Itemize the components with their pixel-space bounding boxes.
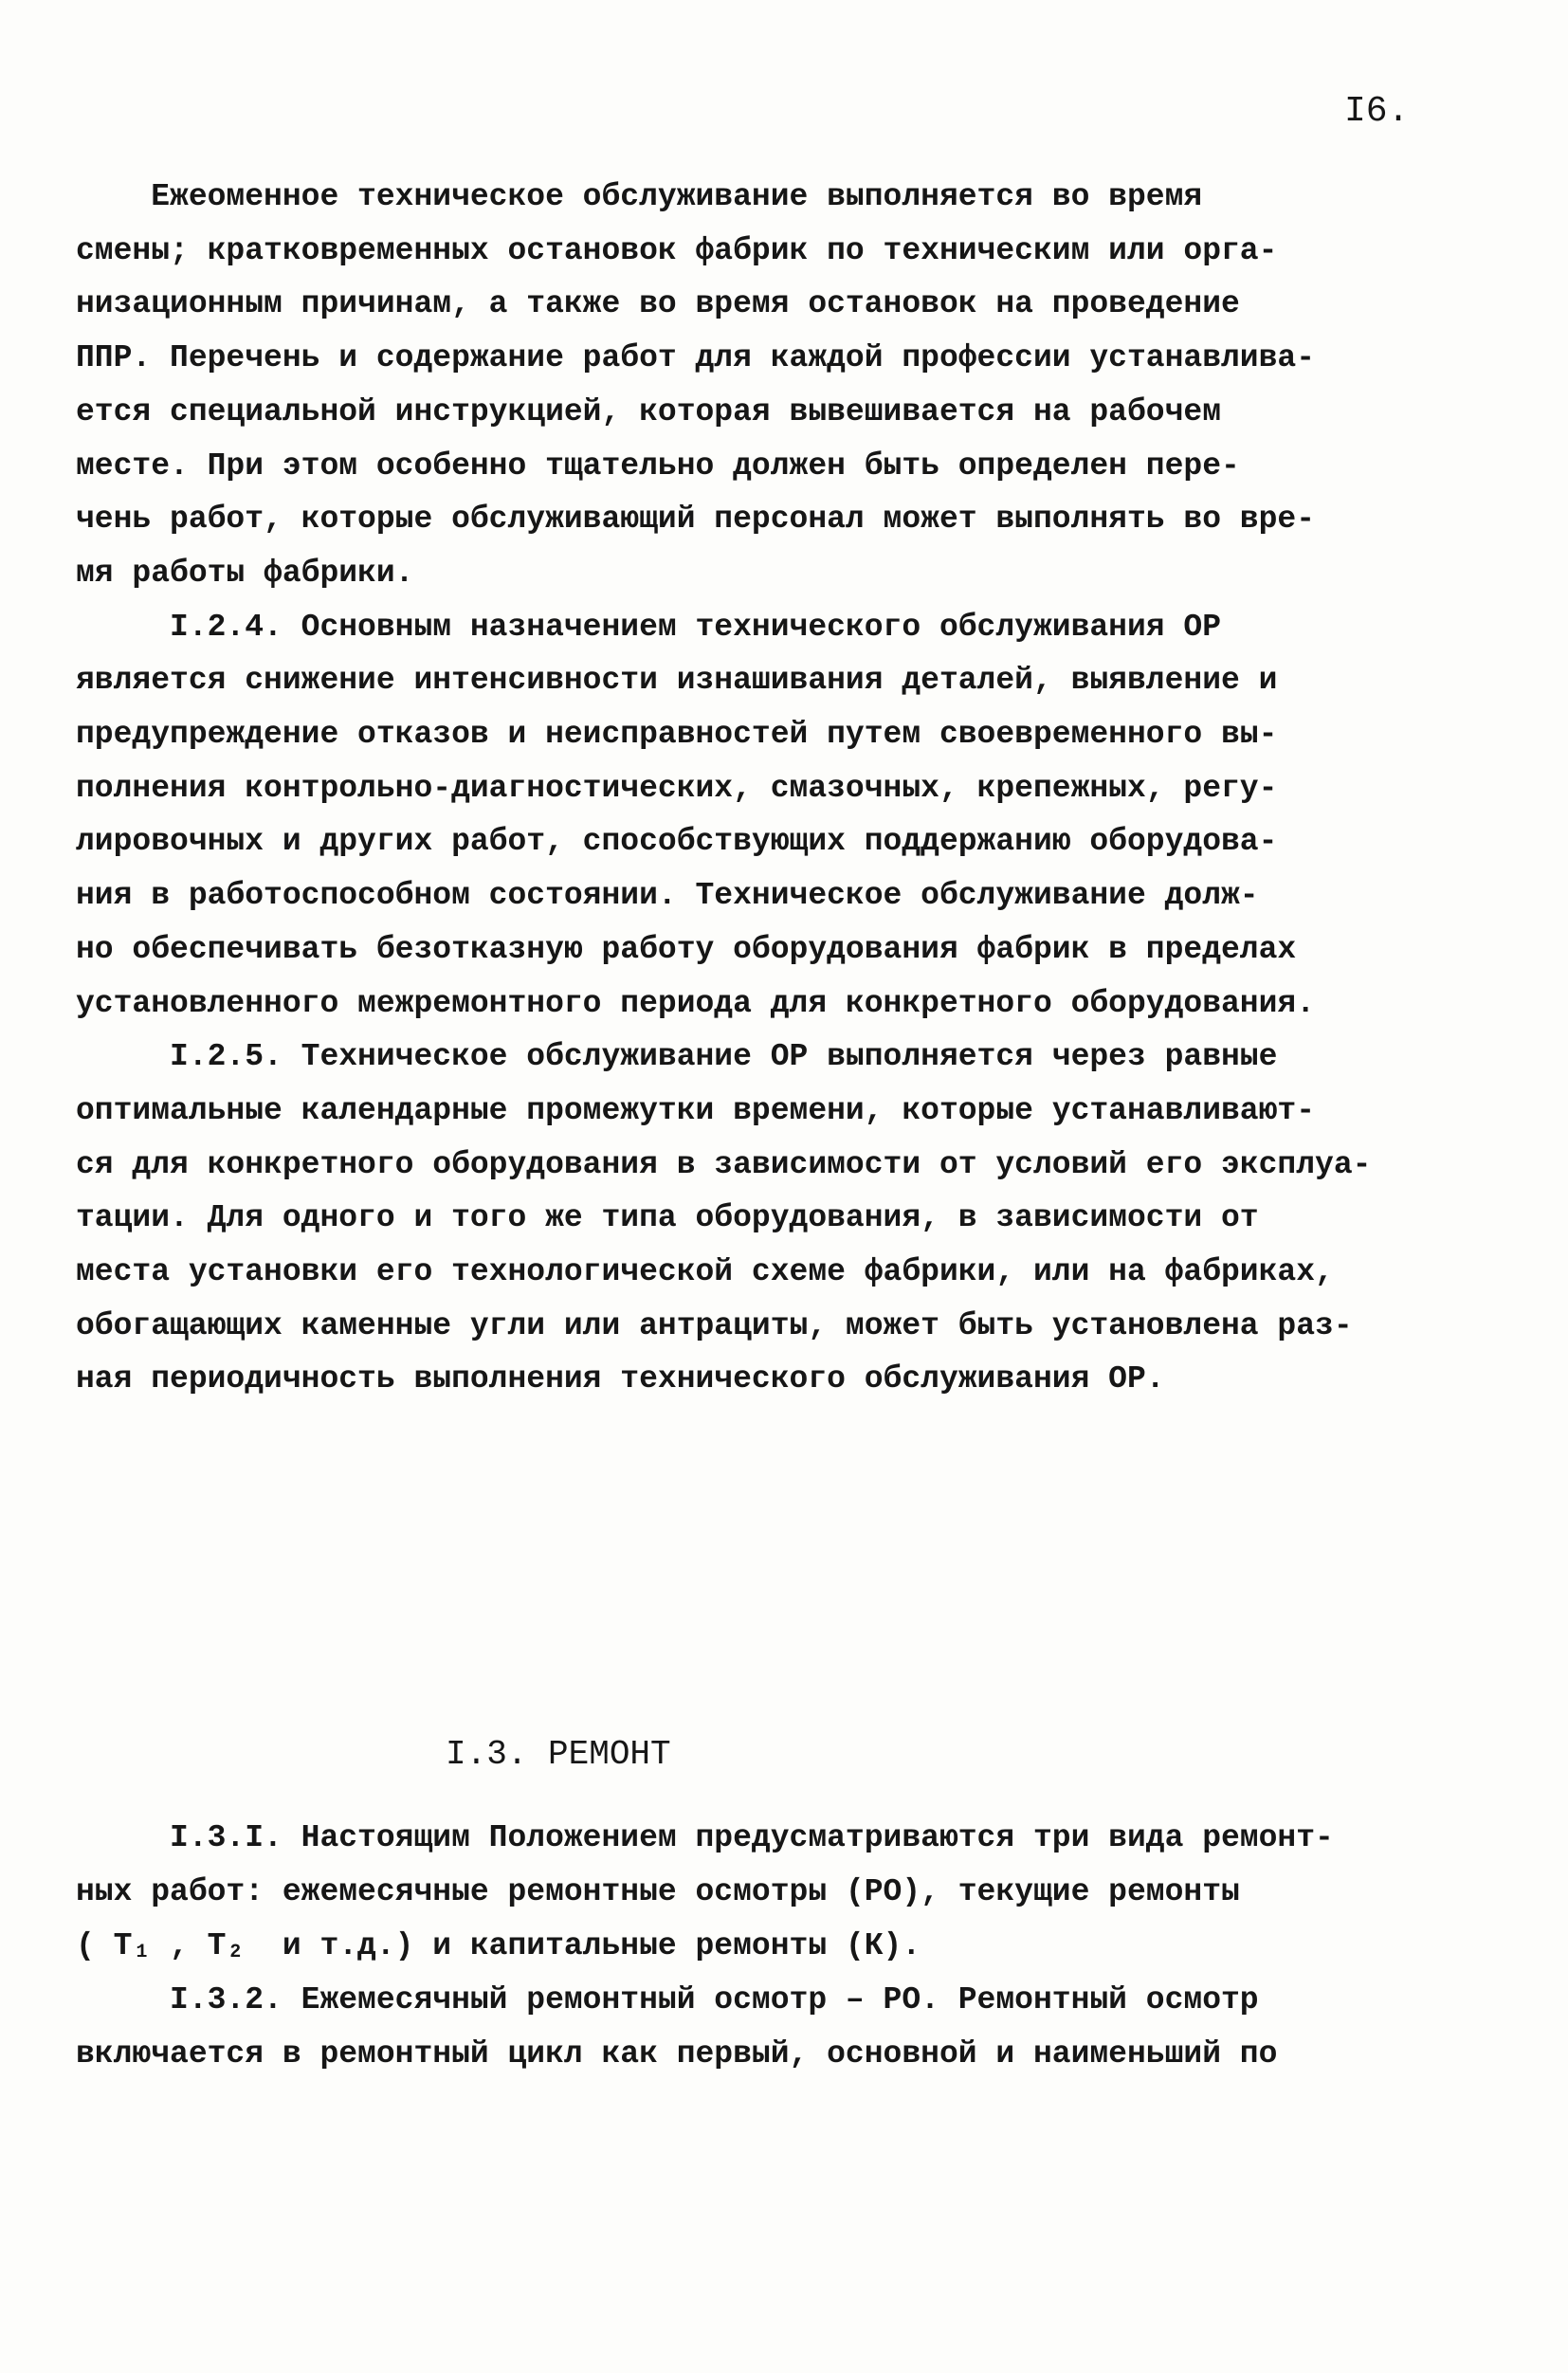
section-text [76,1811,1498,2081]
text-line: но обеспечивать безотказную работу оборудования фабрик в пределах [76,931,1297,967]
text-line: ния в работоспособном состоянии. Техническое обслуживание долж- [76,878,1259,914]
section-heading: I.3. РЕМОНТ [446,1735,671,1774]
text-line: предупреждение отказов и неисправностей путем своевременного вы- [76,717,1278,753]
text-line: I.3.2. Ежемесячный ремонтный осмотр – РО. Ремонтный осмотр [76,1982,1259,2017]
text-line: ППР. Перечень и содержание работ для каждой профессии устанавлива- [76,340,1316,376]
text-line: I.3.I. Настоящим Положением предусматриваются три вида ремонт- [76,1820,1334,1855]
text-line: смены; кратковременных остановок фабрик по техническим или орга- [76,232,1278,268]
text-line: чень работ, которые обслуживающий персонал может выполнять во вре- [76,502,1316,538]
text-line: установленного межремонтного периода для конкретного оборудования. [76,985,1316,1021]
body-text [76,171,1498,1407]
text-line: места установки его технологической схеме фабрики, или на фабриках, [76,1254,1334,1290]
text-line: включается в ремонтный цикл как первый, основной и наименьший по [76,2036,1278,2072]
text-line: является снижение интенсивности изнашивания деталей, выявление и [76,663,1278,699]
text-line: обогащающих каменные угли или антрациты, может быть установлена раз- [76,1307,1353,1343]
text-line: ных работ: ежемесячные ремонтные осмотры (РО), текущие ремонты [76,1874,1240,1909]
page-number: I6. [1344,91,1410,132]
text-line: тации. Для одного и того же типа оборудования, в зависимости от [76,1200,1259,1236]
text-line: низационным причинам, а также во время остановок на проведение [76,286,1240,322]
text-line: Ежеоменное техническое обслуживание выполняется во время [76,179,1203,214]
text-line: ся для конкретного оборудования в зависимости от условий его эксплуа- [76,1146,1372,1182]
text-line: полнения контрольно-диагностических, смазочных, крепежных, регу- [76,770,1278,806]
text-line: ная периодичность выполнения технического обслуживания ОР. [76,1361,1165,1397]
text-line: I.2.4. Основным назначением технического обслуживания ОР [76,609,1221,645]
text-line: I.2.5. Техническое обслуживание ОР выполняется через равные [76,1039,1278,1075]
text-line: ( T₁ , T₂ и т.д.) и капитальные ремонты (К). [76,1928,921,1963]
text-line: месте. При этом особенно тщательно должен быть определен пере- [76,447,1240,484]
text-line: оптимальные календарные промежутки времени, которые устанавливают- [76,1092,1316,1128]
text-line: мя работы фабрики. [76,555,414,591]
text-line: ется специальной инструкцией, которая вывешивается на рабочем [76,393,1221,429]
text-line: лировочных и других работ, способствующих поддержанию оборудова- [76,824,1278,860]
